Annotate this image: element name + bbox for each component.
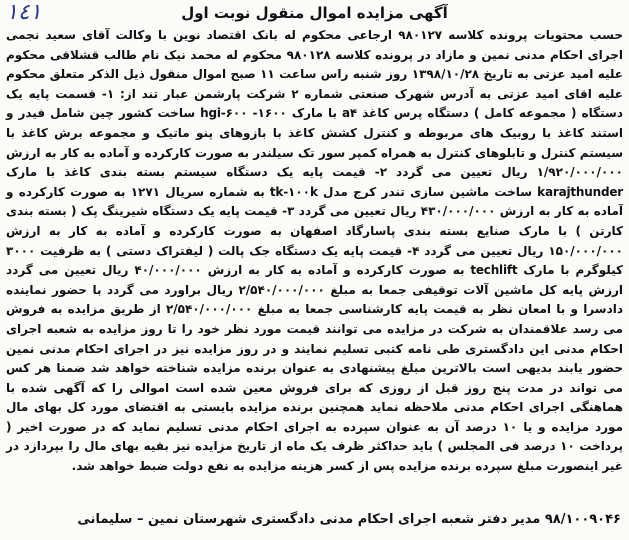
- handwritten-number: ١٤١: [6, 0, 42, 25]
- notice-signature: ۹۸/۱۰۰۹۰۴۶ مدیر دفتر شعبه اجرای احکام مدنی دادگستری شهرستان نمین – سلیمانی: [77, 512, 621, 527]
- notice-body: [6, 26, 623, 477]
- notice-paragraph: حسب محتویات پرونده کلاسه ۹۸۰۱۲۷ ارجاعی محکوم له بانک اقتصاد نوین با وکالت آقای سعید نجمی اجرای احکام مدنی نمین و مازاد در پرونده کلاسه ۹۸۰۱۲۸ محکوم له محمد نیک نام طالب قشلاقی محکوم علیه امید عزتی به تاریخ ۱۳۹۸/۱۰/۲۸ روز شنبه راس ساعت ۱۱ صبح اموال منقول ذیل الذکر متعلق محکوم علیه اقای امید عزتی به آدرس شهرک صنعتی شماره ۲ شرکت پارشمن عبار تند از: ۱- قسمت پایه یک دستگاه ( مجموعه کامل ) دستگاه پرس کاغذ a۴ با مارک hgi-۶۰۰ -۱۶۰۰ ساخت کشور چین شامل فیدر و استند کاغذ با روبیک های مربوطه و کنترل کشش کاغذ با بازوهای پنو ماتیک و مجموعه برش کاغذ با سیستم کنترل و تابلوهای کنترل به همراه کمپر سور تک سیلندر به صورت کارکرده و آماده به کار به ارزش ۱/۹۲۰/۰۰۰/۰۰۰ ریال تعیین می گردد ۲- قیمت پایه یک دستگاه سیستم بسته بندی کاغذ با مارک karajthunder ساخت ماشین سازی تندر کرج مدل tk-۱۰۰k به شماره سریال ۱۲۷۱ به صورت کارکرده و آماده به کار به ارزش ۴۳۰/۰۰۰/۰۰۰ ریال تعیین می گردد ۳- قیمت پایه یک دستگاه شیرینگ پک ( بسته بندی کارتن ) با مارک صنایع بسته بندی پاسارگاد اصفهان به صورت کارکرده و آماده به کار به ارزش ۱۵۰/۰۰۰/۰۰۰ ریال تعیین می گردد ۴- قیمت پایه یک دستگاه جک پالت ( لیفتراک دستی ) به ظرفیت ۳۰۰۰ کیلوگرم با مارک techlift به صورت کارکرده و آماده به کار به ارزش ۴۰/۰۰۰/۰۰۰ ریال تعیین می گردد ارزش پایه کل ماشین آلات توقیفی جمعا به مبلغ ۲/۵۴۰/۰۰۰/۰۰۰ ریال براورد می گردد با حضور نماینده دادسرا و با امعان نظر به قیمت پایه کارشناسی جمعا به مبلغ ۲/۵۴۰/۰۰۰/۰۰۰ از طریق مزایده به فروش می رسد علاقمندان به شرکت در مزایده می توانند قیمت مورد نظر خود را تا روز مزایده به شعبه اجرای احکام مدنی این دادگستری طی نامه کتبی تسلیم نمایند و در روز مزایده نیز در اجرای احکام مدنی نمین حضور یابند بدیهی است بالاترین مبلغ پیشنهادی به عنوان برنده مزایده شناخته خواهد شد ضمنا هر کس می تواند در مدت پنج روز قبل از روزی که برای فروش معین شده است اموالی را که آگهی شده با هماهنگی اجرای احکام مدنی ملاحظه نماید همچنین برنده مزایده بایستی به اقتضای مورد کل بهای مال مورد مزایده و یا ۱۰ درصد آن به عنوان سپرده به اجرای احکام مدنی تسلیم نماید که در صورت اخیر ( پرداخت ۱۰ درصد فی المجلس ) باید حداکثر ظرف یک ماه از تاریخ مزایده نیز بقیه بهای مال را بپردازد در غیر اینصورت مبلغ سپرده برنده مزایده پس از کسر هزینه مزایده به نفع دولت ضبط خواهد شد.: [6, 28, 624, 474]
- notice-title: آگهی مزایده اموال منقول نوبت اول: [181, 4, 448, 22]
